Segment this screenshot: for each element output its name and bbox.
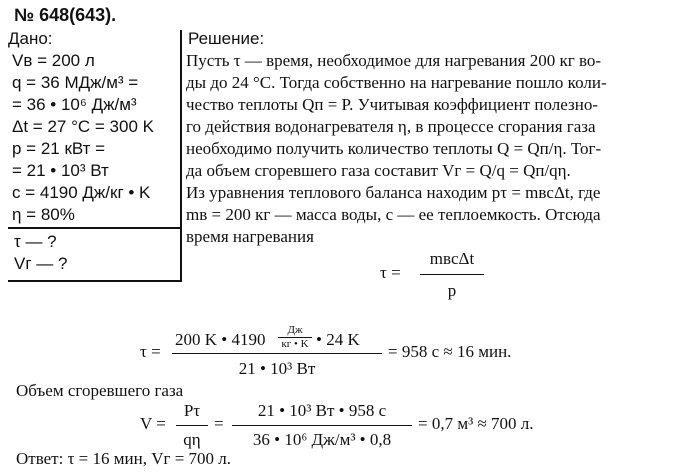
given-power: p = 21 кВт = bbox=[12, 139, 106, 158]
solution-line-3: чество теплоты Qп = P. Учитывая коэффициент полезно- bbox=[186, 95, 599, 114]
calc-v-numerator-2: 21 • 10³ Вт • 958 с bbox=[257, 401, 387, 420]
given-temperature-change: Δt = 27 °C = 300 K bbox=[12, 117, 154, 136]
calc-tau-numerator-b: • 24 K bbox=[316, 330, 360, 349]
calc-v-denominator-1: qη bbox=[183, 430, 201, 449]
calc-v-fraction-bar-1 bbox=[176, 425, 208, 426]
solution-line-2: ды до 24 °С. Тогда собственно на нагревание пошло коли- bbox=[186, 73, 607, 92]
calc-tau-lhs: τ = bbox=[140, 342, 161, 361]
formula-tau-fraction-bar bbox=[420, 274, 484, 275]
given-solution-divider bbox=[180, 30, 182, 282]
given-header: Дано: bbox=[8, 29, 53, 48]
calc-v-denominator-2: 36 • 10⁶ Дж/м³ • 0,8 bbox=[252, 430, 392, 449]
calc-tau-unit-numerator: Дж bbox=[287, 324, 303, 336]
calc-tau-denominator: 21 • 10³ Вт bbox=[238, 359, 316, 378]
solution-line-9: время нагревания bbox=[186, 227, 314, 246]
given-find-divider bbox=[8, 227, 180, 229]
calc-tau-fraction-bar bbox=[172, 353, 382, 354]
calc-v-equals: = bbox=[214, 414, 224, 433]
find-time: τ — ? bbox=[14, 232, 57, 251]
solution-line-5: необходимо получить количество теплоты Q = Qп/η. Тог- bbox=[186, 139, 602, 158]
given-power-si: = 21 • 10³ Вт bbox=[12, 161, 109, 180]
solution-line-4: го действия водонагревателя η, в процессе сгорания газа bbox=[186, 117, 596, 136]
calc-tau-result: = 958 с ≈ 16 мин. bbox=[388, 342, 512, 361]
given-heat-of-combustion: q = 36 МДж/м³ = bbox=[12, 73, 139, 92]
given-volume: Vв = 200 л bbox=[12, 51, 95, 70]
calc-tau-unit-denominator: кг • K bbox=[281, 338, 309, 350]
calc-v-numerator-1: Pτ bbox=[183, 401, 201, 420]
solution-line-1: Пусть τ — время, необходимое для нагревания 200 кг во- bbox=[186, 51, 602, 70]
calc-tau-numerator-a: 200 K • 4190 bbox=[175, 330, 266, 349]
find-bottom-divider bbox=[8, 280, 180, 282]
gas-volume-label: Объем сгоревшего газа bbox=[16, 381, 184, 400]
solution-line-8: mв = 200 кг — масса воды, c — ее теплоемкость. Отсюда bbox=[186, 205, 601, 224]
find-gas-volume: Vг — ? bbox=[14, 254, 68, 273]
calc-v-fraction-bar-2 bbox=[232, 425, 412, 426]
given-heat-of-combustion-si: = 36 • 10⁶ Дж/м³ bbox=[12, 95, 137, 114]
calc-v-lhs: V = bbox=[140, 414, 166, 433]
calc-v-result: = 0,7 м³ ≈ 700 л. bbox=[418, 414, 534, 433]
formula-tau-lhs: τ = bbox=[380, 263, 401, 282]
answer: Ответ: τ = 16 мин, Vг = 700 л. bbox=[16, 449, 232, 468]
given-specific-heat: c = 4190 Дж/кг • K bbox=[12, 183, 151, 202]
given-efficiency: η = 80% bbox=[12, 205, 75, 224]
solution-line-7: Из уравнения теплового баланса находим pτ = mвcΔt, где bbox=[186, 183, 601, 202]
formula-tau-denominator: p bbox=[447, 281, 457, 300]
solution-line-6: да объем сгоревшего газа составит Vг = Q/q = Qп/qη. bbox=[186, 161, 571, 180]
formula-tau-numerator: mвcΔt bbox=[429, 249, 475, 268]
solution-header: Решение: bbox=[188, 29, 265, 48]
problem-number: № 648(643). bbox=[14, 5, 117, 25]
